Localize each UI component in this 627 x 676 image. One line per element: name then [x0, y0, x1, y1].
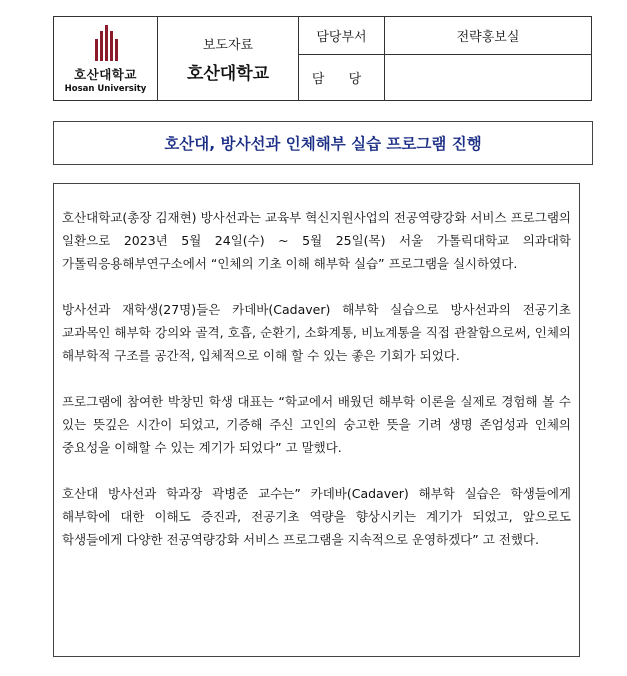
contact-label: 담 당	[299, 55, 385, 101]
paragraph: 호산대 방사선과 학과장 곽병준 교수는” 카데바(Cadaver) 해부학 실습은 학생들에게 해부학에 대한 이해도 증진과, 전공기초 역량을 향상시키는 계기가 되었고, 앞으로도 학생들에게 다양한 전공역량강화 서비스 프로그램을 지속적으로 운영하겠다” 고 전했다.	[62, 486, 571, 547]
press-release-cell	[158, 17, 299, 101]
logo-cell	[54, 17, 158, 101]
press-release-label: 보도자료	[202, 37, 254, 53]
paragraph: 호산대학교(총장 김재현) 방사선과는 교육부 혁신지원사업의 전공역량강화 서비스 프로그램의 일환으로 2023년 5월 24일(수) ~ 5월 25일(목) 서울 가톨릭대학교 의과대학 가톨릭응용해부연구소에서 “인체의 기초 이해 해부학 실습” 프로그램을 실시하였다.	[62, 210, 571, 271]
paragraph: 방사선과 재학생(27명)들은 카데바(Cadaver) 해부학 실습으로 방사선과의 전공기초 교과목인 해부학 강의와 골격, 호흡, 순환기, 소화계통, 비뇨계통을 직접 관찰함으로써, 인체의 해부학적 구조를 공간적, 입체적으로 이해 할 수 있는 좋은 기회가 되었다.	[62, 302, 571, 363]
logo-name-english: Hosan University	[64, 84, 147, 94]
contact-value	[385, 55, 592, 101]
university-logo	[54, 23, 157, 94]
dept-value: 전략홍보실	[385, 17, 592, 55]
university-name: 호산대학교	[186, 63, 270, 84]
paragraph: 프로그램에 참여한 박창민 학생 대표는 “학교에서 배웠던 해부학 이론을 실제로 경험해 볼 수 있는 뜻깊은 시간이 되었고, 기증해 주신 고인의 숭고한 뜻을 기려 생명 존엄성과 인체의 중요성을 이해할 수 있는 계기가 되었다” 고 말했다.	[62, 394, 571, 455]
press-release-header	[53, 16, 592, 101]
dept-label: 담당부서	[299, 17, 385, 55]
logo-name-korean: 호산대학교	[74, 67, 137, 82]
article-body	[53, 183, 580, 657]
headline: 호산대, 방사선과 인체해부 실습 프로그램 진행	[164, 135, 482, 153]
university-emblem-icon	[86, 23, 126, 63]
headline-box	[53, 121, 593, 165]
